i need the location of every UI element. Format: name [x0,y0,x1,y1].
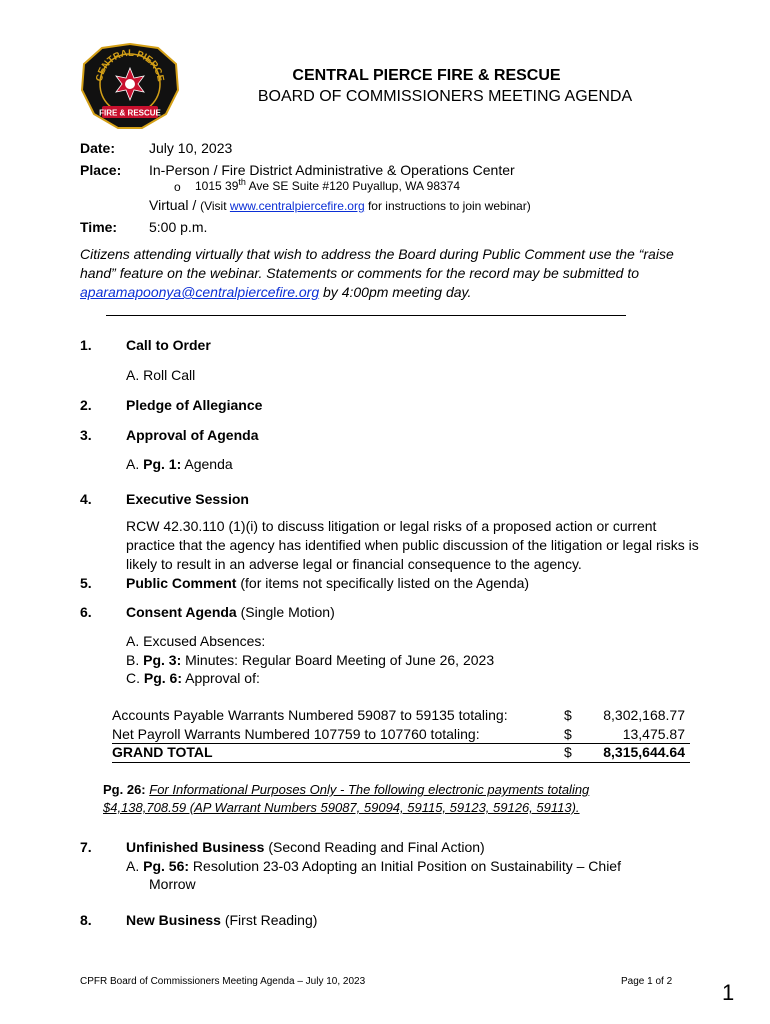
footer-left: CPFR Board of Commissioners Meeting Agenda – July 10, 2023 [80,976,366,987]
item-6-sub-a: A. Excused Absences: [126,633,266,649]
item-7-sub-a-cont: Morrow [149,876,196,892]
logo-text-bottom: FIRE & RESCUE [99,108,161,118]
footer-right: Page 1 of 2 [621,976,673,987]
logo-text-top: CENTRAL PIERCE [94,47,166,83]
item-6-number: 6. [80,604,92,620]
table-row [112,707,685,726]
place-label: Place: [80,162,122,178]
item-2-title: Pledge of Allegiance [126,397,263,413]
date-label: Date: [80,140,116,156]
item-6-sub-b: B. Pg. 3: Minutes: Regular Board Meeting of June 26, 2023 [126,652,495,668]
address-line: 1015 39th Ave SE Suite #120 Puyallup, WA 98374 [195,177,461,193]
time-value: 5:00 p.m. [149,219,208,235]
item-5-title: Public Comment (for items not specifically listed on the Agenda) [126,575,530,591]
informational-note: Pg. 26: For Informational Purposes Only - The following electronic payments totaling $4,138,708.59 (AP Warrant Numbers 59087, 59094, 59115, 59123, 59126, 59113). [103,782,590,815]
item-7-title: Unfinished Business (Second Reading and Final Action) [126,839,485,855]
item-5-number: 5. [80,575,92,591]
website-link[interactable]: www.centralpiercefire.org [229,199,365,213]
item-1-title: Call to Order [126,337,211,353]
fire-district-logo [80,42,180,130]
item-8-title: New Business (First Reading) [126,912,318,928]
item-8-number: 8. [80,912,92,928]
row-label: Accounts Payable Warrants Numbered 59087 to 59135 totaling: [112,707,508,723]
item-2-number: 2. [80,397,92,413]
item-6-title: Consent Agenda (Single Motion) [126,604,335,620]
item-4-title: Executive Session [126,491,249,507]
email-link[interactable]: aparamapoonya@centralpiercefire.org [80,284,320,300]
item-1-number: 1. [80,337,92,353]
page-title: CENTRAL PIERCE FIRE & RESCUE [292,67,561,84]
row-currency: $ [564,744,572,760]
place-value: In-Person / Fire District Administrative & Operations Center [149,162,515,178]
row-currency: $ [564,726,572,742]
virtual-line: Virtual / (Visit www.centralpiercefire.org for instructions to join webinar) [149,197,531,213]
virtual-comment-notice: Citizens attending virtually that wish to address the Board during Public Comment use the “raise hand” feature on the webinar. Statements or comments for the record may be submitted to aparamapoonya@centralpiercefire.org by 4:00pm meeting day. [80,246,674,300]
divider [106,315,626,316]
item-7-number: 7. [80,839,92,855]
item-4-number: 4. [80,491,92,507]
item-1-sub-a: A. Roll Call [126,367,196,383]
item-6-sub-c: C. Pg. 6: Approval of: [126,670,260,686]
row-label: GRAND TOTAL [112,744,213,760]
table-rule [112,762,690,763]
row-amount: 13,475.87 [622,726,685,742]
item-3-title: Approval of Agenda [126,427,259,443]
item-3-number: 3. [80,427,92,443]
time-label: Time: [80,219,118,235]
page-number: 1 [722,980,735,1005]
page-subtitle: BOARD OF COMMISSIONERS MEETING AGENDA [257,88,633,105]
item-4-text: RCW 42.30.110 (1)(i) to discuss litigation or legal risks of a proposed action or current practice that the agency has identified when public discussion of the litigation or legal risks is likely to result in an adverse legal or financial consequence to the agency. [126,518,699,572]
item-7-sub-a: A. Pg. 56: Resolution 23-03 Adopting an Initial Position on Sustainability – Chief [126,858,621,874]
item-3-sub-a: A. Pg. 1: Agenda [126,456,233,472]
row-currency: $ [564,707,572,723]
date-value: July 10, 2023 [149,140,233,156]
row-amount: 8,315,644.64 [603,744,685,760]
row-amount: 8,302,168.77 [603,707,685,723]
table-row-total [112,744,685,763]
row-label: Net Payroll Warrants Numbered 107759 to 107760 totaling: [112,726,480,742]
address-bullet: o [174,180,181,194]
